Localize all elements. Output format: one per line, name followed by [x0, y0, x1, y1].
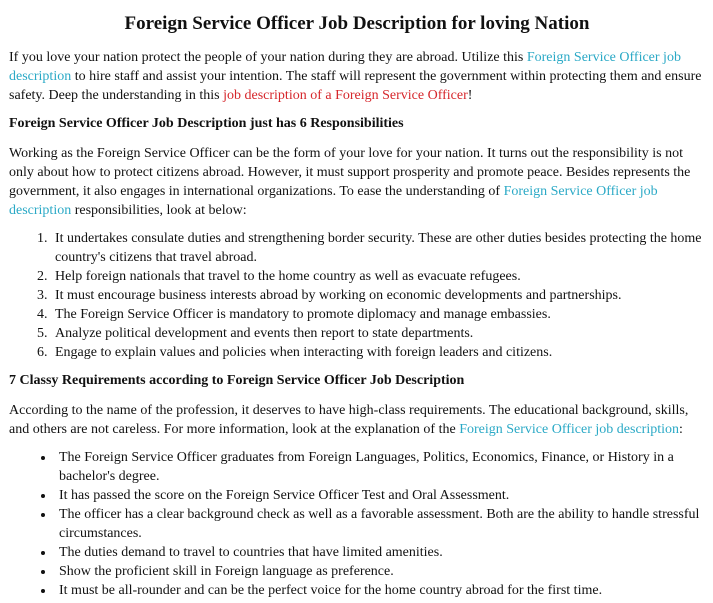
- list-item: • It has passed the score on the Foreign Service Officer Test and Oral Assessment.: [55, 486, 705, 505]
- list-item: 4. The Foreign Service Officer is mandatory to promote diplomacy and manage embassies.: [51, 305, 705, 324]
- requirements-link[interactable]: Foreign Service Officer job description: [459, 422, 679, 437]
- section-heading-requirements: 7 Classy Requirements according to Foreign Service Officer Job Description: [9, 373, 465, 388]
- requirements-list: [9, 448, 705, 600]
- list-item: • It must be all-rounder and can be the perfect voice for the home country abroad for the first time.: [55, 581, 705, 600]
- requirements-text-1: According to the name of the profession, it deserves to have high-class requirements. The educational background, skills, and others are not careless. For more information, look at the explanation of the: [9, 403, 689, 437]
- intro-link-job-description[interactable]: Foreign Service Officer job description: [9, 50, 681, 84]
- intro-paragraph: [9, 48, 705, 105]
- responsibilities-text-1: Working as the Foreign Service Officer can be the form of your love for your nation. It turns out the responsibility is not only about how to protect citizens abroad. However, it must support prosperity and promote peace. Besides represents the government, it also engages in international organizations. To ease the understanding of: [9, 146, 691, 199]
- list-item: 3. It must encourage business interests abroad by working on economic developments and partnerships.: [51, 286, 705, 305]
- list-item: • The officer has a clear background check as well as a favorable assessment. Both are the ability to handle stressful circumstances.: [55, 505, 705, 543]
- intro-text-1: If you love your nation protect the people of your nation during they are abroad. Utilize this: [9, 50, 527, 65]
- intro-text-3: !: [467, 88, 473, 103]
- list-item: 2. Help foreign nationals that travel to the home country as well as evacuate refugees.: [51, 267, 705, 286]
- responsibilities-link[interactable]: Foreign Service Officer job description: [9, 184, 658, 218]
- list-item: 1. It undertakes consulate duties and strengthening border security. These are other duties besides protecting the home country's citizens that travel abroad.: [51, 229, 705, 267]
- list-item: • Show the proficient skill in Foreign language as preference.: [55, 562, 705, 581]
- page-title: Foreign Service Officer Job Description for loving Nation: [124, 13, 590, 34]
- list-item: • The duties demand to travel to countries that have limited amenities.: [55, 543, 705, 562]
- intro-text-2: to hire staff and assist your intention. The staff will represent the government within protecting them and ensure safety. Deep the understanding in this: [9, 69, 702, 103]
- list-item: 5. Analyze political development and events then report to state departments.: [51, 324, 705, 343]
- requirements-text-2: :: [679, 422, 683, 437]
- intro-link-job-description-officer[interactable]: job description of a Foreign Service Officer: [223, 88, 468, 103]
- list-item: • The Foreign Service Officer graduates from Foreign Languages, Politics, Economics, Finance, or History in a bachelor's degree.: [55, 448, 705, 486]
- responsibilities-text-2: responsibilities, look at below:: [71, 203, 247, 218]
- responsibilities-list: [9, 229, 705, 362]
- list-item: 6. Engage to explain values and policies when interacting with foreign leaders and citizens.: [51, 343, 705, 362]
- responsibilities-paragraph: [9, 144, 705, 220]
- requirements-paragraph: [9, 401, 705, 439]
- section-heading-responsibilities: Foreign Service Officer Job Description just has 6 Responsibilities: [9, 116, 404, 131]
